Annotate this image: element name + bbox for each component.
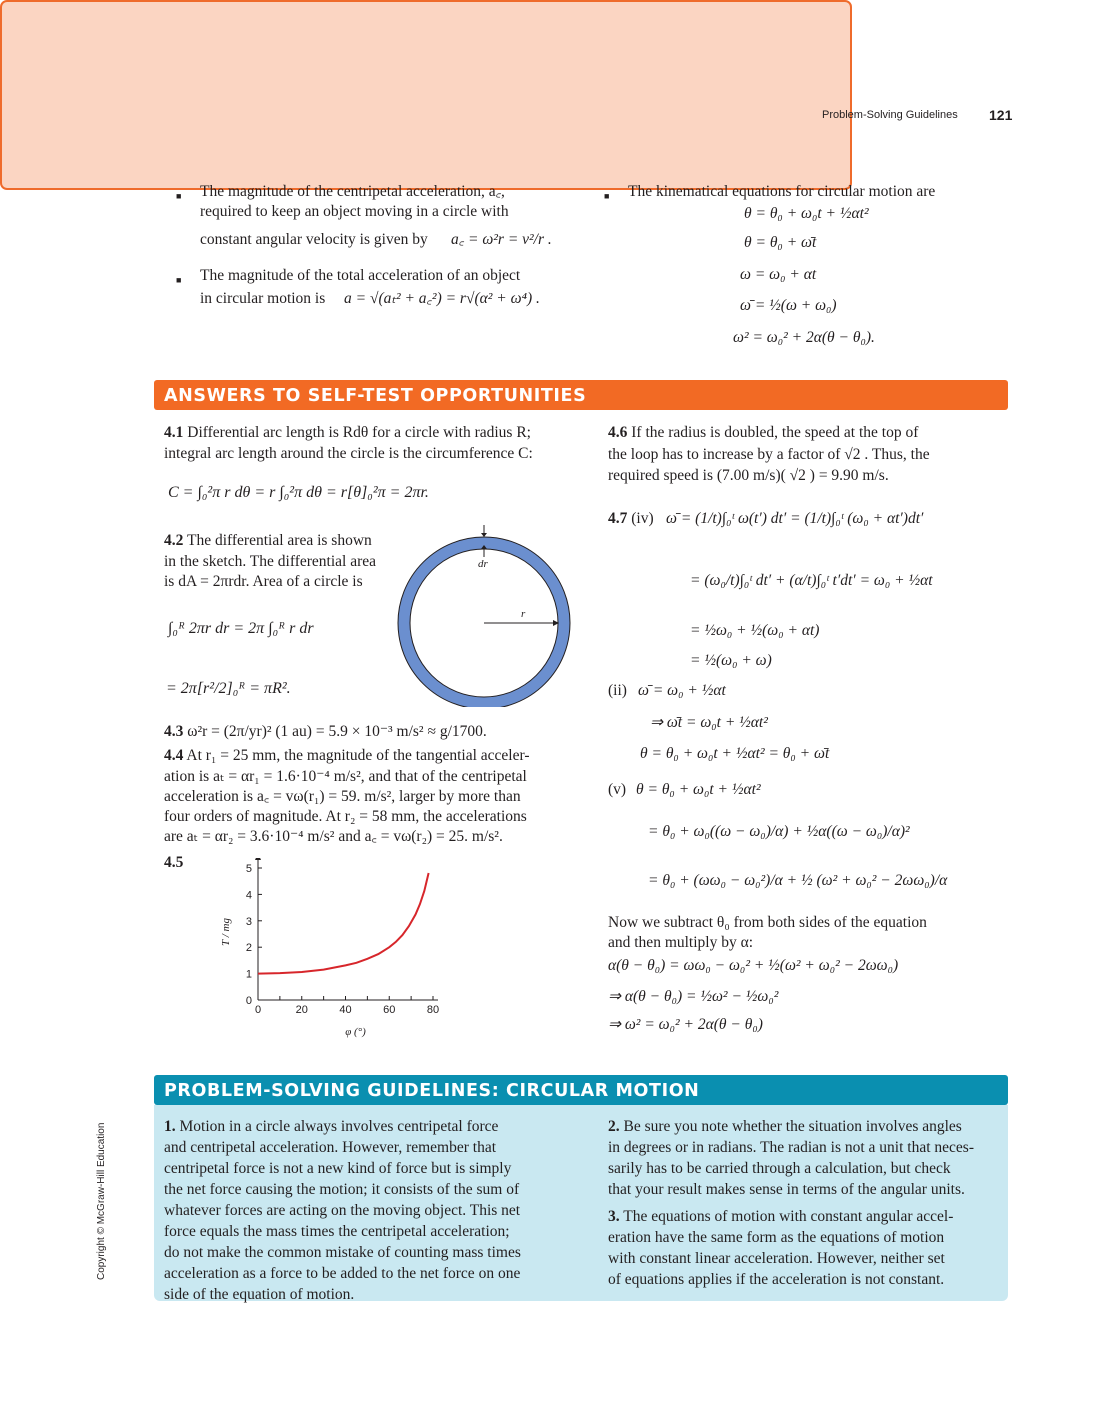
answer-4-3: 4.3 ω²r = (2π/yr)² (1 au) = 5.9 × 10⁻³ m/s² ≈ g/1700. [164, 723, 487, 740]
answer-4-7-eq3: = ½ω₀ + ½(ω₀ + αt) [690, 622, 820, 639]
answer-4-7-eq11: α(θ − θ₀) = ωω₀ − ω₀² + ½(ω² + ω₀² − 2ωω₀) [608, 957, 899, 974]
kinematic-eq: ω̄ = ½(ω + ω₀) [740, 297, 837, 314]
answer-4-7-eq10: = θ₀ + (ωω₀ − ω₀²)/α + ½ (ω² + ω₀² − 2ωω₀)/α [648, 872, 948, 889]
summary-b1-l3: constant angular velocity is given by [200, 231, 428, 248]
copyright-notice: Copyright © McGraw-Hill Education [96, 1122, 107, 1280]
answer-4-2-l2: in the sketch. The differential area [164, 553, 377, 570]
answers-banner: ANSWERS TO SELF-TEST OPPORTUNITIES [154, 380, 1008, 410]
answer-4-7-eq5: ω̄ = ω₀ + ½αt [638, 682, 726, 699]
guideline-2: 2. Be sure you note whether the situation involves angles in degrees or in radians. The radian is not a unit that neces- sarily has to be carried through a calculation, but check that your result makes sense in terms of the angular units. [608, 1118, 974, 1198]
chart-y-tick-label: 4 [245, 889, 252, 902]
chart-ylabel: T / mg [220, 918, 232, 946]
chart-x-tick-label: 80 [426, 1004, 440, 1016]
bullet-icon: ■ [604, 191, 610, 201]
answer-4-7-ii: (ii) [608, 682, 627, 699]
guideline-1: 1. Motion in a circle always involves centripetal force and centripetal acceleration. However, remember that centripetal force is not a new kind of force but is simply the net force causing the motion; it consists of the sum of whatever forces are acting on the moving object. This net force equals the mass times the centripetal acceleration; do not make the common mistake of counting mass times acceleration as a force to be added to the net force on one side of the equation of motion. [164, 1118, 521, 1303]
chart-xlabel: φ (°) [345, 1026, 366, 1038]
running-header: Problem-Solving Guidelines [822, 109, 958, 121]
kinematic-eq: ω = ω₀ + αt [740, 266, 817, 283]
chart-x-tick-label: 40 [339, 1004, 352, 1016]
answer-4-2-l1: 4.2 The differential area is shown [164, 532, 372, 549]
bullet-icon: ■ [176, 275, 182, 285]
chart-ticks [246, 863, 439, 1016]
summary-b1-l2: required to keep an object moving in a circle with [200, 203, 509, 220]
answer-4-4-l1: 4.4 At r₁ = 25 mm, the magnitude of the tangential acceler- [164, 747, 530, 764]
page-number: 121 [989, 107, 1013, 123]
answer-4-2-eq1: ∫₀ᴿ 2πr dr = 2π ∫₀ᴿ r dr [168, 620, 314, 637]
answer-4-7-eq9: = θ₀ + ω₀((ω − ω₀)/α) + ½α((ω − ω₀)/α)² [648, 823, 910, 840]
chart-x-tick-label: 0 [254, 1004, 262, 1016]
chart-y-tick-label: 0 [245, 995, 252, 1007]
answer-4-2-eq2: = 2π[r²/2]₀ᴿ = πR². [166, 680, 291, 697]
answer-4-7-eq12: ⇒ α(θ − θ₀) = ½ω² − ½ω₀² [608, 988, 779, 1005]
kinematic-eq: θ = θ₀ + ω₀t + ½αt² [744, 205, 869, 222]
answer-4-4-l3: acceleration is a꜀ = vω(r₁) = 59. m/s², larger by more than [164, 788, 521, 805]
summary-b2-l1: The magnitude of the total acceleration of an object [200, 267, 521, 284]
summary-b1-l1: The magnitude of the centripetal acceleration, a꜀, [200, 183, 505, 200]
answer-4-7-eq4: = ½(ω₀ + ω) [690, 652, 772, 669]
answer-4-6-l2: the loop has to increase by a factor of √2 . Thus, the [608, 446, 930, 463]
kinematic-eq: ω² = ω₀² + 2α(θ − θ₀). [733, 329, 875, 346]
arrowhead-icon [481, 533, 487, 537]
guidelines-banner: PROBLEM-SOLVING GUIDELINES: CIRCULAR MOTION [154, 1075, 1008, 1105]
answer-4-6-l3: required speed is (7.00 m/s)( √2 ) = 9.90 m/s. [608, 467, 889, 484]
guideline-3: 3. The equations of motion with constant angular accel- eration have the same form as the equations of motion with constant linear acceleration. However, neither set of equations applies if the acceleration is not constant. [608, 1208, 954, 1288]
answer-4-1-eq: C = ∫₀²π r dθ = r ∫₀²π dθ = r[θ]₀²π = 2πr. [168, 484, 429, 501]
chart-y-tick-label: 2 [245, 942, 252, 955]
circle-sketch [393, 525, 575, 707]
axis-arrow-icon [255, 858, 261, 860]
chart-y-tick-label: 1 [245, 968, 252, 981]
answer-4-1-l1: 4.1 Differential arc length is Rdθ for a circle with radius R; [164, 424, 531, 441]
answer-4-7-eq1: ω̄ = (1/t)∫₀ᵗ ω(t′) dt′ = (1/t)∫₀ᵗ (ω₀ + αt′)dt′ [666, 510, 924, 527]
chart-axes [255, 858, 438, 1000]
answer-4-4-l2: ation is aₜ = αr₁ = 1.6·10⁻⁴ m/s², and that of the centripetal [164, 768, 527, 785]
dr-label: dr [478, 558, 488, 570]
summary-b3-l1: The kinematical equations for circular motion are [628, 183, 936, 200]
answer-4-7-l1: Now we subtract θ₀ from both sides of the equation [608, 914, 927, 931]
answer-4-5-num: 4.5 [164, 854, 184, 871]
answer-4-7-eq13: ⇒ ω² = ω₀² + 2α(θ − θ₀) [608, 1016, 763, 1033]
answer-4-7-v: (v) [608, 781, 627, 798]
answer-4-4-l5: are aₜ = αr₂ = 3.6·10⁻⁴ m/s² and a꜀ = vω(r₂) = 25. m/s². [164, 828, 503, 845]
r-label: r [521, 608, 526, 620]
chart-x-tick-label: 20 [295, 1004, 308, 1016]
chart-series-line [258, 873, 429, 974]
summary-b2-formula: a = √(aₜ² + a꜀²) = r√(α² + ω⁴) . [344, 290, 540, 307]
summary-b2-l2: in circular motion is [200, 290, 326, 307]
answer-4-2-l3: is dA = 2πrdr. Area of a circle is [164, 573, 363, 590]
bullet-icon: ■ [176, 191, 182, 201]
answer-4-4-l4: four orders of magnitude. At r₂ = 58 mm, the accelerations [164, 808, 527, 825]
answer-4-7-l2: and then multiply by α: [608, 934, 754, 951]
answer-4-1-l2: integral arc length around the circle is the circumference C: [164, 445, 533, 462]
kinematic-eq: θ = θ₀ + ω̄t [744, 234, 817, 251]
chart-y-tick-label: 5 [245, 863, 252, 875]
answer-4-7-eq7: θ = θ₀ + ω₀t + ½αt² = θ₀ + ω̄t [640, 745, 830, 762]
answer-4-7-eq8: θ = θ₀ + ω₀t + ½αt² [636, 781, 761, 798]
chart-y-tick-label: 3 [245, 915, 252, 928]
answer-4-7-head: 4.7 (iv) [608, 510, 654, 527]
summary-box [0, 0, 852, 190]
answer-4-7-eq2: = (ω₀/t)∫₀ᵗ dt′ + (α/t)∫₀ᵗ t′dt′ = ω₀ + ½αt [690, 572, 933, 589]
summary-b1-formula: a꜀ = ω²r = v²/r . [451, 231, 552, 248]
answer-4-7-eq6: ⇒ ω̄t = ω₀t + ½αt² [650, 714, 768, 731]
chart-x-tick-label: 60 [383, 1004, 396, 1016]
tension-chart [215, 858, 455, 1043]
answer-4-6-l1: 4.6 If the radius is doubled, the speed at the top of [608, 424, 919, 441]
